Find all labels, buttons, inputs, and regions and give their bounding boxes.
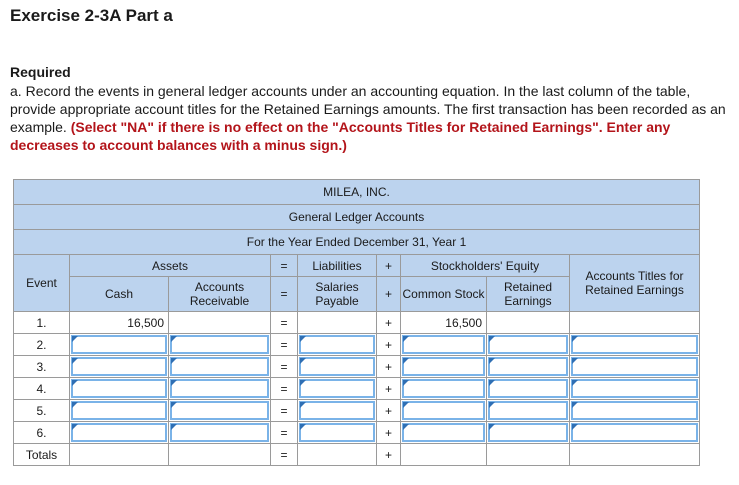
plus-sign: + — [377, 334, 401, 356]
page-title: Exercise 2-3A Part a — [10, 6, 173, 25]
titles-select[interactable] — [571, 357, 698, 376]
retained-header: Retained Earnings — [487, 277, 570, 312]
plus-header: + — [377, 255, 401, 277]
ledger-table — [13, 179, 700, 466]
retained-value — [487, 312, 570, 334]
table-row — [14, 334, 700, 356]
table-row — [14, 400, 700, 422]
ar-total — [169, 444, 271, 466]
ar-input[interactable] — [170, 423, 269, 442]
common-input[interactable] — [402, 401, 485, 420]
event-label: Totals — [14, 444, 70, 466]
plus-sign: + — [377, 444, 401, 466]
salaries-input[interactable] — [299, 335, 375, 354]
common-value: 16,500 — [401, 312, 487, 334]
assets-header: Assets — [70, 255, 271, 277]
equals-sign: = — [271, 312, 298, 334]
table-row — [14, 378, 700, 400]
event-label: 3. — [14, 356, 70, 378]
cash-total — [70, 444, 169, 466]
titles-total — [570, 444, 700, 466]
equals-sign: = — [271, 400, 298, 422]
totals-row — [14, 444, 700, 466]
equals-sign: = — [271, 378, 298, 400]
equals-sign: = — [271, 444, 298, 466]
common-input[interactable] — [402, 379, 485, 398]
equity-header: Stockholders' Equity — [401, 255, 570, 277]
cash-value: 16,500 — [70, 312, 169, 334]
equals-sign: = — [271, 356, 298, 378]
event-label: 6. — [14, 422, 70, 444]
event-label: 4. — [14, 378, 70, 400]
salaries-value — [298, 312, 377, 334]
retained-input[interactable] — [488, 423, 568, 442]
equals-sign: = — [271, 334, 298, 356]
table-row — [14, 422, 700, 444]
event-header: Event — [14, 255, 70, 312]
instruction-note: (Select "NA" if there is no effect on the "Accounts Titles for Retained Earnings". Enter any decreases to account balances with a minus sign.) — [10, 119, 671, 153]
required-heading: Required — [10, 64, 71, 80]
event-label: 1. — [14, 312, 70, 334]
event-label: 2. — [14, 334, 70, 356]
cash-input[interactable] — [71, 357, 167, 376]
table-row — [14, 312, 700, 334]
salaries-input[interactable] — [299, 379, 375, 398]
titles-value — [570, 312, 700, 334]
table-subtitle: General Ledger Accounts — [14, 205, 700, 230]
titles-select[interactable] — [571, 335, 698, 354]
retained-input[interactable] — [488, 379, 568, 398]
ar-input[interactable] — [170, 379, 269, 398]
common-total — [401, 444, 487, 466]
salaries-input[interactable] — [299, 357, 375, 376]
equals-sign: = — [271, 422, 298, 444]
table-row — [14, 356, 700, 378]
table-period: For the Year Ended December 31, Year 1 — [14, 230, 700, 255]
plus-sign: + — [377, 422, 401, 444]
instruction-text: Record the events in general ledger accounts under an accounting equation. In the last column of the table, provide appropriate account titles for the Retained Earnings amounts. The first transaction has been recorded as an example. — [10, 83, 726, 135]
retained-input[interactable] — [488, 401, 568, 420]
salaries-header: Salaries Payable — [298, 277, 377, 312]
ar-header: Accounts Receivable — [169, 277, 271, 312]
titles-select[interactable] — [571, 423, 698, 442]
retained-input[interactable] — [488, 357, 568, 376]
common-input[interactable] — [402, 335, 485, 354]
ar-input[interactable] — [170, 401, 269, 420]
liabilities-header: Liabilities — [298, 255, 377, 277]
cash-input[interactable] — [71, 401, 167, 420]
instructions — [10, 82, 735, 154]
plus-subheader: + — [377, 277, 401, 312]
equals-subheader: = — [271, 277, 298, 312]
salaries-input[interactable] — [299, 423, 375, 442]
cash-header: Cash — [70, 277, 169, 312]
plus-sign: + — [377, 378, 401, 400]
salaries-input[interactable] — [299, 401, 375, 420]
ar-value — [169, 312, 271, 334]
common-input[interactable] — [402, 357, 485, 376]
cash-input[interactable] — [71, 335, 167, 354]
common-input[interactable] — [402, 423, 485, 442]
plus-sign: + — [377, 312, 401, 334]
equals-header: = — [271, 255, 298, 277]
cash-input[interactable] — [71, 379, 167, 398]
ar-input[interactable] — [170, 357, 269, 376]
plus-sign: + — [377, 400, 401, 422]
titles-select[interactable] — [571, 401, 698, 420]
event-label: 5. — [14, 400, 70, 422]
titles-header: Accounts Titles for Retained Earnings — [570, 255, 700, 312]
ar-input[interactable] — [170, 335, 269, 354]
company-name: MILEA, INC. — [14, 180, 700, 205]
cash-input[interactable] — [71, 423, 167, 442]
plus-sign: + — [377, 356, 401, 378]
retained-total — [487, 444, 570, 466]
salaries-total — [298, 444, 377, 466]
instruction-prefix: a. — [10, 83, 22, 99]
common-header: Common Stock — [401, 277, 487, 312]
retained-input[interactable] — [488, 335, 568, 354]
titles-select[interactable] — [571, 379, 698, 398]
